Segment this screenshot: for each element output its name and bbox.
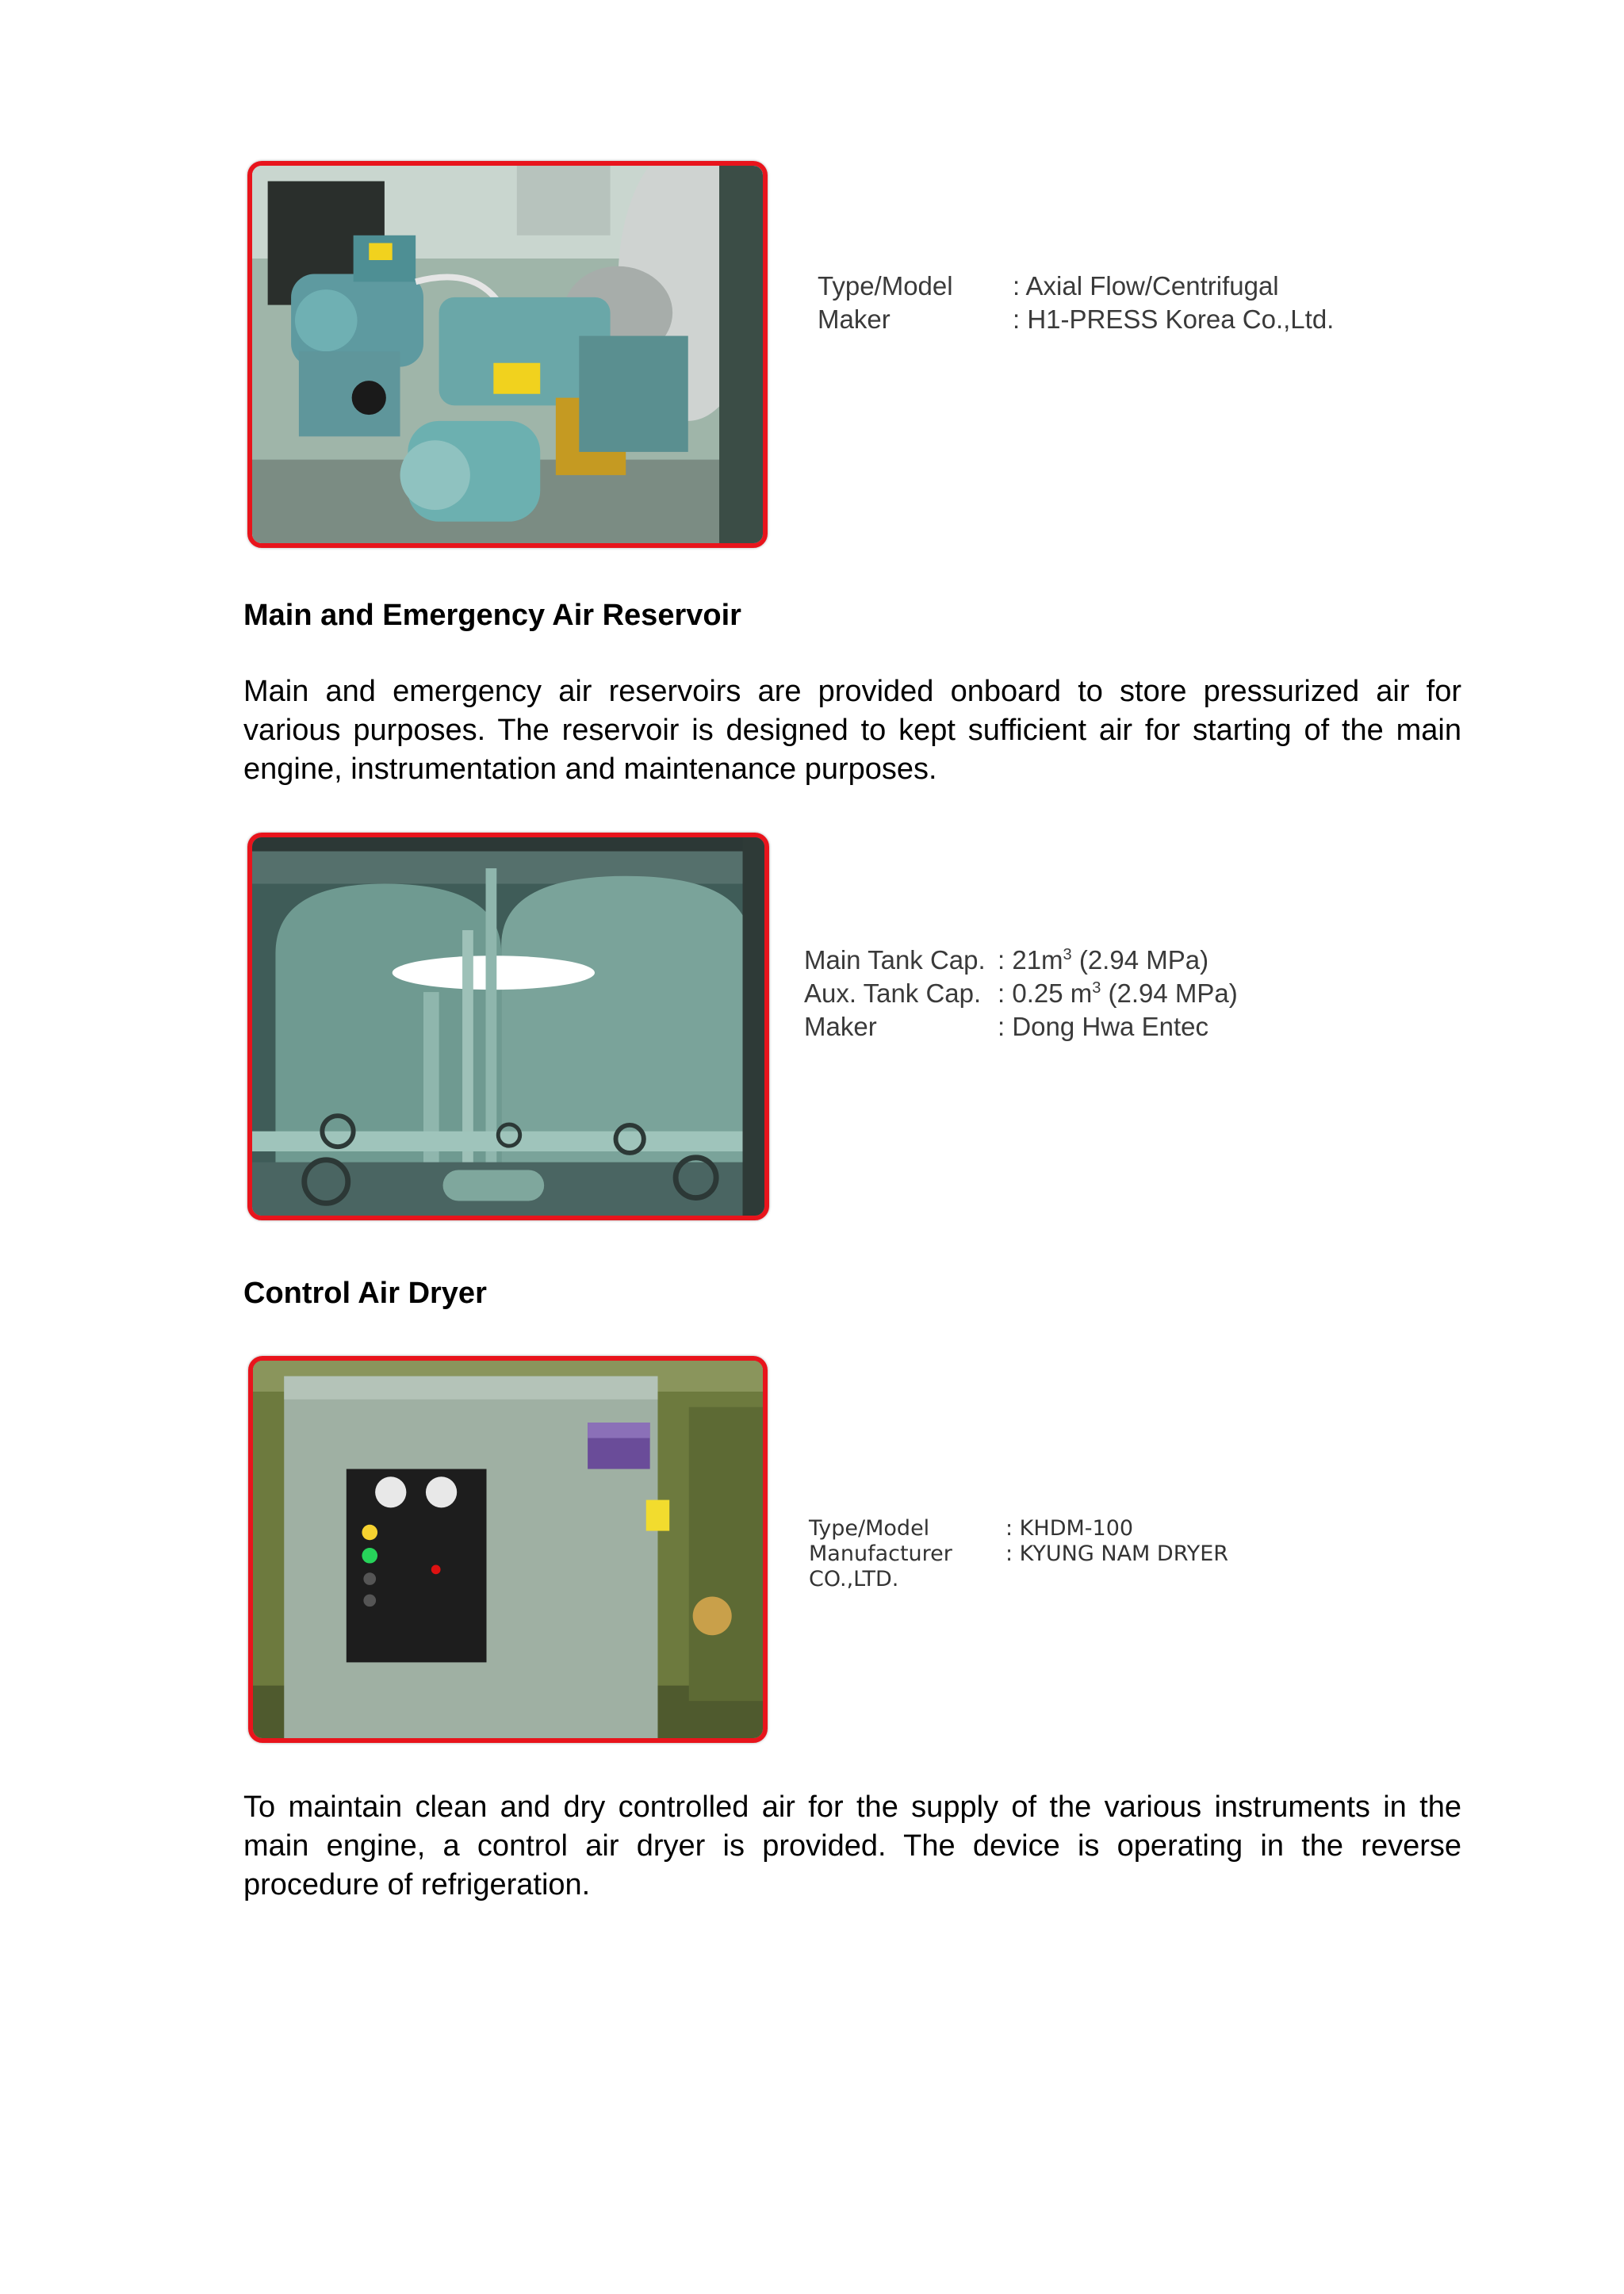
reservoir-paragraph: Main and emergency air reservoirs are provided onboard to store pressurized air for various purposes. The reservoir is designed to kept sufficient air for starting of the main engine, instrumentation and maintenance purposes. <box>243 675 1461 786</box>
spec-value <box>998 977 1238 1010</box>
blower-spec-row <box>818 270 1334 303</box>
dryer-spec-row <box>809 1541 1228 1567</box>
spec-value-text: (2.94 MPa) <box>1101 978 1238 1008</box>
spec-label: Aux. Tank Cap. <box>804 978 982 1008</box>
spec-superscript: 3 <box>1092 979 1101 997</box>
blower-photo <box>247 161 768 548</box>
section-heading-reservoir: Main and Emergency Air Reservoir <box>243 599 741 632</box>
reservoir-spec-row <box>804 1010 1238 1044</box>
blower-spec-table <box>818 270 1334 336</box>
section-heading-dryer: Control Air Dryer <box>243 1277 487 1310</box>
reservoir-spec-table <box>804 944 1238 1044</box>
spec-label-continued: CO.,LTD. <box>809 1567 899 1591</box>
spec-label: Maker <box>818 304 891 334</box>
dryer-paragraph: To maintain clean and dry controlled air for the supply of the various instruments in the main engine, a control air dryer is provided. The device is operating in the reverse procedure of refrigeration. <box>243 1790 1461 1901</box>
blower-spec-row <box>818 303 1334 336</box>
spec-label: Type/Model <box>809 1516 930 1541</box>
spec-value: : H1-PRESS Korea Co.,Ltd. <box>1013 304 1335 334</box>
spec-value-text: : 0.25 m <box>998 978 1093 1008</box>
reservoir-spec-row <box>804 977 1238 1010</box>
spec-value: : Axial Flow/Centrifugal <box>1013 271 1279 301</box>
spec-label: Main Tank Cap. <box>804 945 986 975</box>
spec-value: : KYUNG NAM DRYER <box>1005 1541 1229 1566</box>
dryer-spec-row <box>809 1516 1228 1541</box>
spec-value: : KHDM-100 <box>1005 1516 1134 1541</box>
spec-value-text: : 21m <box>998 945 1063 975</box>
spec-label: Manufacturer <box>809 1541 952 1566</box>
dryer-photo <box>248 1356 768 1743</box>
dryer-spec-row <box>809 1567 1228 1592</box>
reservoir-photo <box>247 833 769 1220</box>
dryer-spec-table <box>809 1516 1228 1592</box>
spec-value <box>998 944 1208 977</box>
spec-label: Type/Model <box>818 271 953 301</box>
reservoir-spec-row <box>804 944 1238 977</box>
spec-label: Maker <box>804 1012 877 1041</box>
spec-value: : Dong Hwa Entec <box>998 1012 1208 1041</box>
spec-superscript: 3 <box>1063 946 1072 963</box>
spec-value-text: (2.94 MPa) <box>1071 945 1209 975</box>
